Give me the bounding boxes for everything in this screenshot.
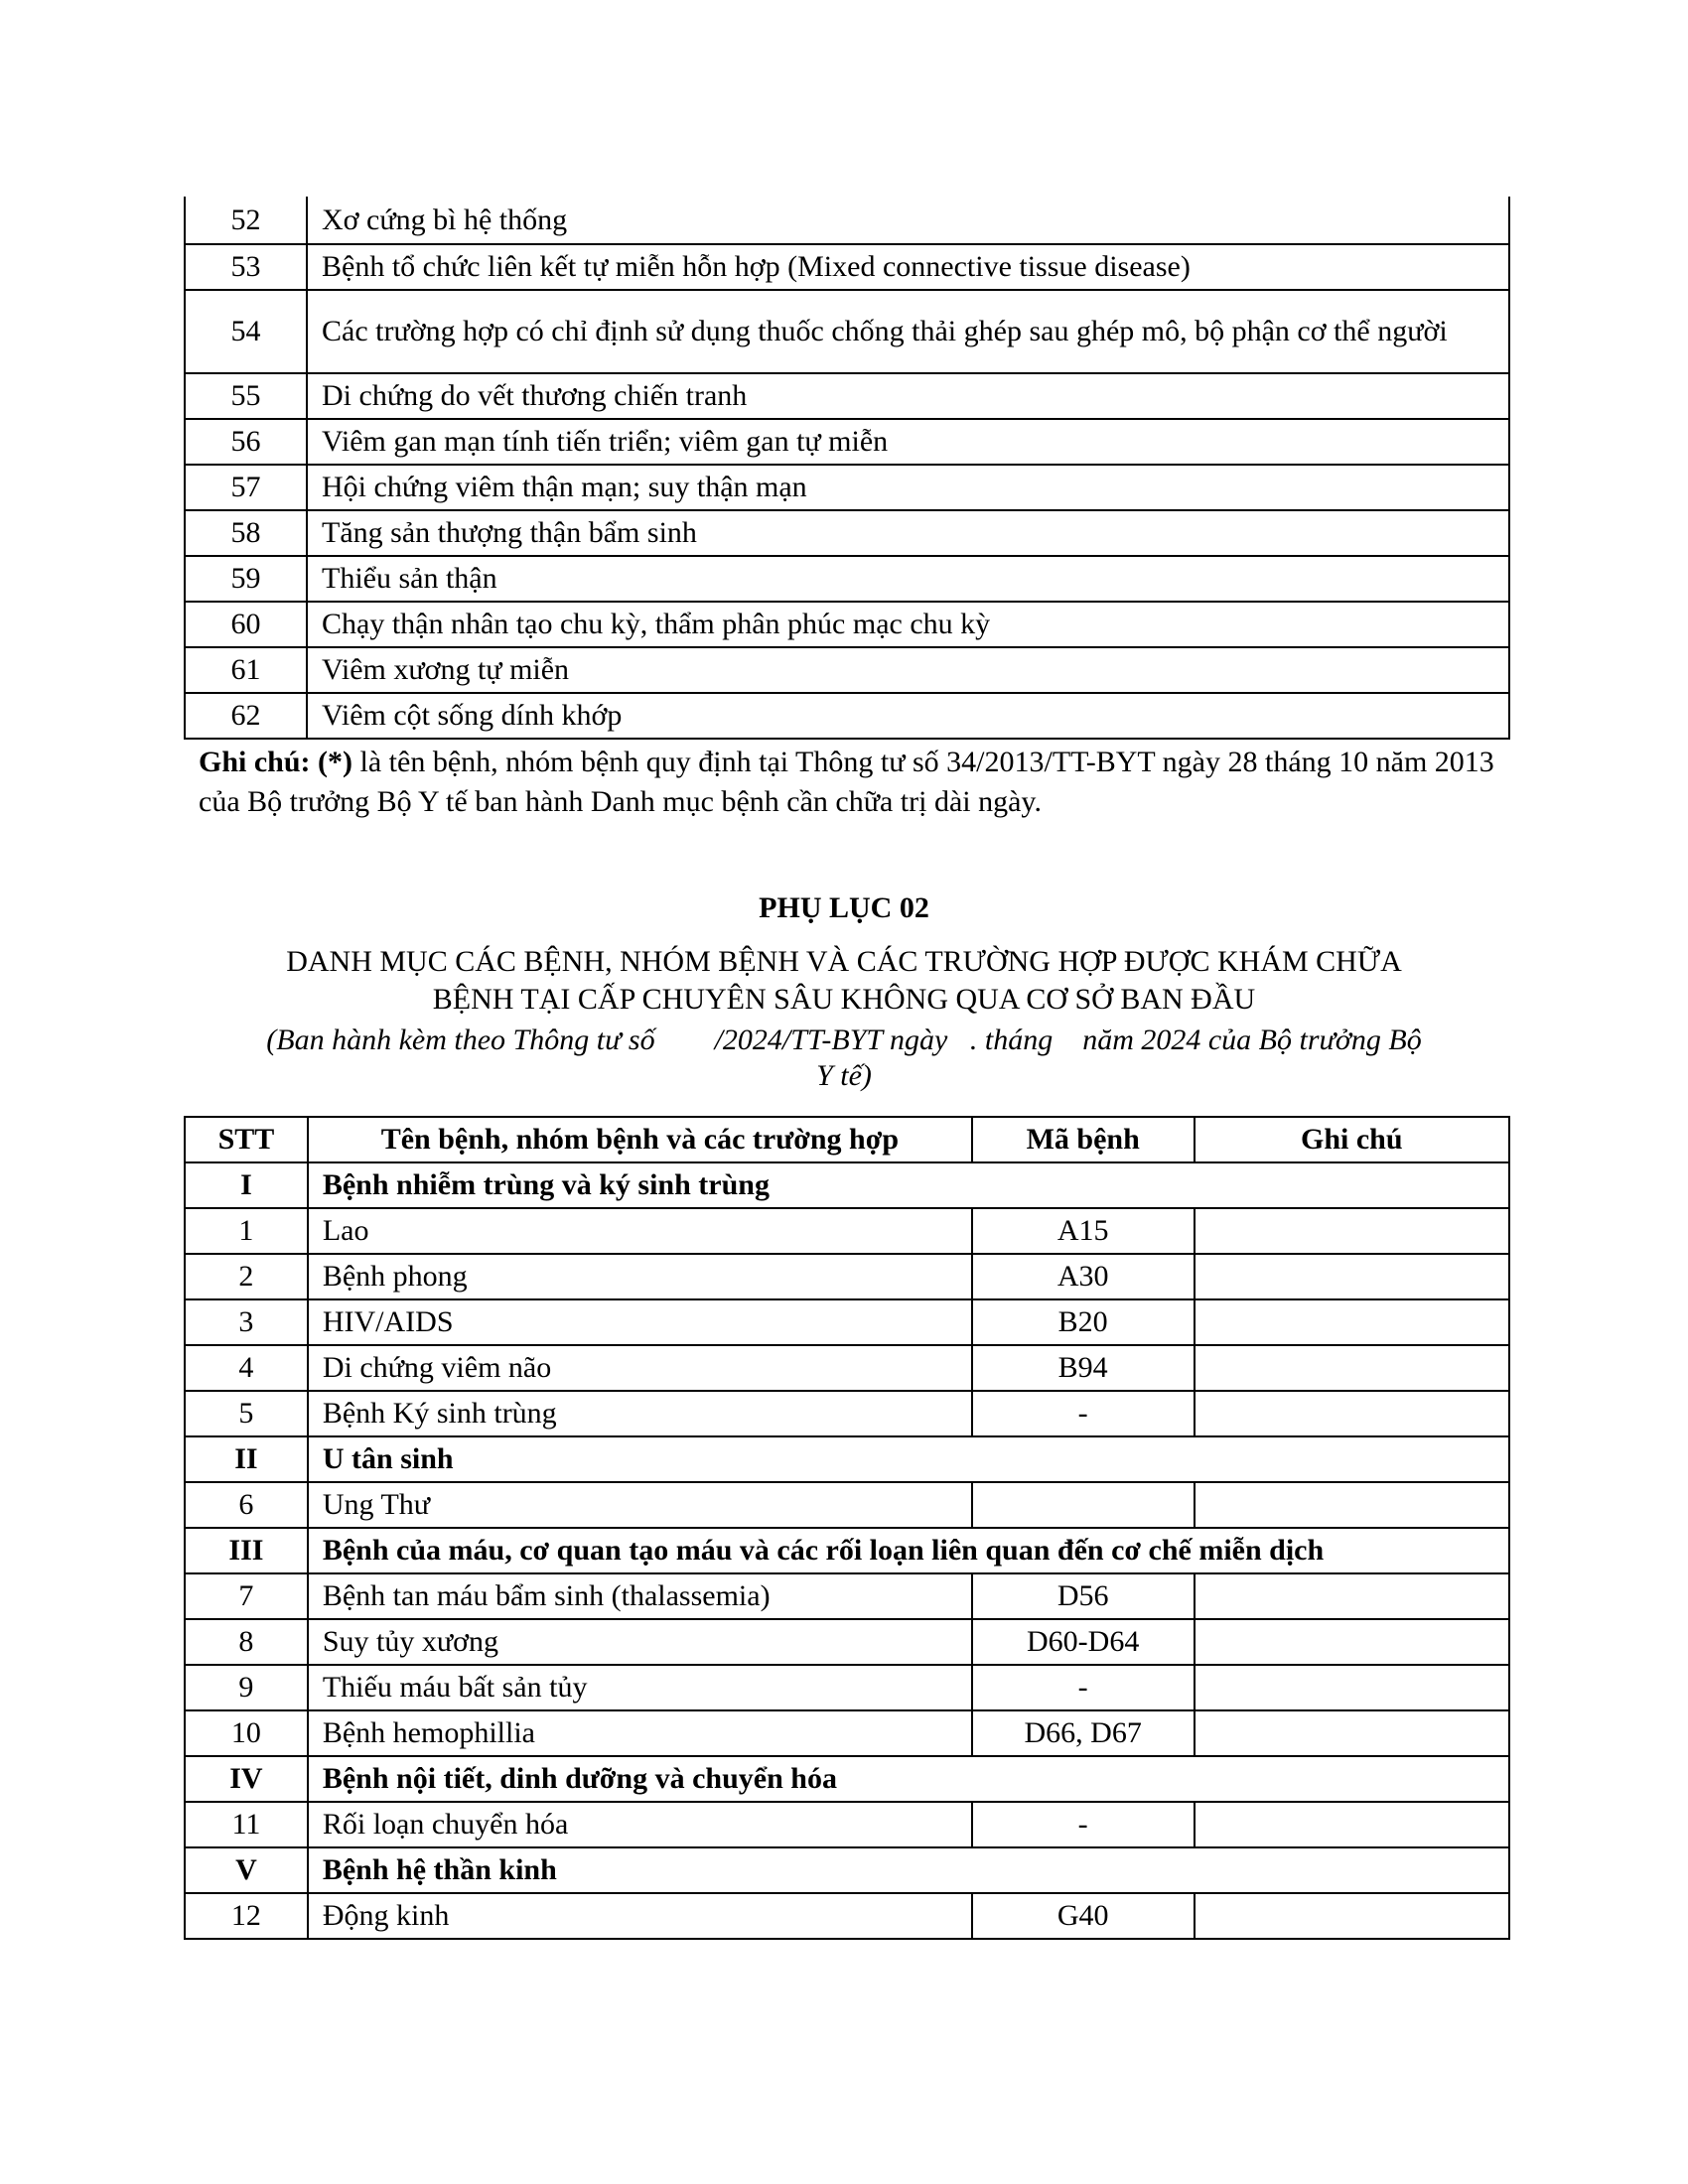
group-number: II: [185, 1436, 308, 1482]
disease-name: Thiểu sản thận: [307, 556, 1509, 602]
disease-code: G40: [972, 1893, 1195, 1939]
column-header-note: Ghi chú: [1195, 1117, 1509, 1162]
disease-note: [1195, 1893, 1509, 1939]
row-number: 61: [185, 647, 307, 693]
disease-name: Hội chứng viêm thận mạn; suy thận mạn: [307, 465, 1509, 510]
table-row: [185, 1893, 1509, 1939]
appendix-issued-line: Y tế): [816, 1059, 872, 1092]
group-number: III: [185, 1528, 308, 1573]
row-number: 58: [185, 510, 307, 556]
disease-code: D66, D67: [972, 1710, 1195, 1756]
disease-name: Thiếu máu bất sản tủy: [308, 1665, 972, 1710]
disease-name: Bệnh tổ chức liên kết tự miễn hỗn hợp (Mixed connective tissue disease): [307, 244, 1509, 290]
column-header-stt: STT: [185, 1117, 308, 1162]
table-row: [185, 1482, 1509, 1528]
disease-note: [1195, 1345, 1509, 1391]
table-row: [185, 1254, 1509, 1299]
group-row: [185, 1847, 1509, 1893]
disease-note: [1195, 1710, 1509, 1756]
table-row: [185, 1573, 1509, 1619]
disease-code: B20: [972, 1299, 1195, 1345]
row-number: 7: [185, 1573, 308, 1619]
disease-note: [1195, 1299, 1509, 1345]
table-row: [185, 1299, 1509, 1345]
table-row: [185, 602, 1509, 647]
table-row: [185, 1208, 1509, 1254]
appendix-subtitle: [0, 943, 1688, 1019]
row-number: 9: [185, 1665, 308, 1710]
table-row: [185, 197, 1509, 244]
disease-name: Viêm xương tự miễn: [307, 647, 1509, 693]
disease-name: Suy tủy xương: [308, 1619, 972, 1665]
row-number: 10: [185, 1710, 308, 1756]
disease-note: [1195, 1665, 1509, 1710]
row-number: 5: [185, 1391, 308, 1436]
row-number: 55: [185, 373, 307, 419]
disease-name: Di chứng do vết thương chiến tranh: [307, 373, 1509, 419]
disease-code: D56: [972, 1573, 1195, 1619]
row-number: 59: [185, 556, 307, 602]
group-row: [185, 1756, 1509, 1802]
row-number: 53: [185, 244, 307, 290]
disease-note: [1195, 1802, 1509, 1847]
row-number: 3: [185, 1299, 308, 1345]
footnote-label: Ghi chú:: [199, 746, 311, 778]
table-row: [185, 693, 1509, 739]
appendix-issued-by: [0, 1023, 1688, 1094]
disease-note: [1195, 1573, 1509, 1619]
footnote: [199, 743, 1509, 822]
row-number: 52: [185, 197, 307, 244]
table-row: [185, 419, 1509, 465]
row-number: 8: [185, 1619, 308, 1665]
disease-name: Bệnh Ký sinh trùng: [308, 1391, 972, 1436]
row-number: 6: [185, 1482, 308, 1528]
group-row: [185, 1162, 1509, 1208]
disease-note: [1195, 1482, 1509, 1528]
group-name: Bệnh nội tiết, dinh dưỡng và chuyển hóa: [308, 1756, 1509, 1802]
group-name: Bệnh hệ thần kinh: [308, 1847, 1509, 1893]
table-row: [185, 556, 1509, 602]
table-header-row: [185, 1117, 1509, 1162]
row-number: 60: [185, 602, 307, 647]
group-name: U tân sinh: [308, 1436, 1509, 1482]
group-name: Bệnh của máu, cơ quan tạo máu và các rối loạn liên quan đến cơ chế miễn dịch: [308, 1528, 1509, 1573]
disease-note: [1195, 1208, 1509, 1254]
disease-code: -: [972, 1802, 1195, 1847]
appendix-disease-table: [184, 1116, 1510, 1940]
disease-name: Viêm gan mạn tính tiến triển; viêm gan tự miễn: [307, 419, 1509, 465]
row-number: 12: [185, 1893, 308, 1939]
group-number: IV: [185, 1756, 308, 1802]
table-row: [185, 373, 1509, 419]
table-row: [185, 244, 1509, 290]
group-name: Bệnh nhiễm trùng và ký sinh trùng: [308, 1162, 1509, 1208]
footnote-marker: (*): [318, 746, 353, 778]
table-row: [185, 1665, 1509, 1710]
row-number: 54: [185, 290, 307, 373]
row-number: 4: [185, 1345, 308, 1391]
appendix-title: PHỤ LỤC 02: [759, 891, 929, 924]
appendix-subtitle-line: BỆNH TẠI CẤP CHUYÊN SÂU KHÔNG QUA CƠ SỞ BAN ĐẦU: [432, 983, 1256, 1016]
disease-code: D60-D64: [972, 1619, 1195, 1665]
disease-name: Tăng sản thượng thận bẩm sinh: [307, 510, 1509, 556]
group-number: I: [185, 1162, 308, 1208]
disease-code: -: [972, 1665, 1195, 1710]
disease-note: [1195, 1254, 1509, 1299]
table-row: [185, 647, 1509, 693]
group-number: V: [185, 1847, 308, 1893]
row-number: 62: [185, 693, 307, 739]
group-row: [185, 1436, 1509, 1482]
footnote-text: là tên bệnh, nhóm bệnh quy định tại Thông tư số 34/2013/TT-BYT ngày 28 tháng 10 năm 2013 của Bộ trưởng Bộ Y tế ban hành Danh mục bệnh cần chữa trị dài ngày.: [199, 746, 1494, 818]
disease-code: A30: [972, 1254, 1195, 1299]
disease-code: A15: [972, 1208, 1195, 1254]
table-row: [185, 465, 1509, 510]
disease-code: -: [972, 1391, 1195, 1436]
row-number: 57: [185, 465, 307, 510]
column-header-code: Mã bệnh: [972, 1117, 1195, 1162]
column-header-name: Tên bệnh, nhóm bệnh và các trường hợp: [308, 1117, 972, 1162]
disease-name: Xơ cứng bì hệ thống: [307, 197, 1509, 244]
disease-name: Bệnh tan máu bẩm sinh (thalassemia): [308, 1573, 972, 1619]
disease-name: Viêm cột sống dính khớp: [307, 693, 1509, 739]
table-row: [185, 1391, 1509, 1436]
disease-note: [1195, 1391, 1509, 1436]
disease-name: Chạy thận nhân tạo chu kỳ, thẩm phân phúc mạc chu kỳ: [307, 602, 1509, 647]
table-row: [185, 1710, 1509, 1756]
table-row: [185, 1619, 1509, 1665]
disease-name: Ung Thư: [308, 1482, 972, 1528]
disease-name: Lao: [308, 1208, 972, 1254]
disease-list-continuation-table: [184, 197, 1510, 740]
table-row: [185, 1345, 1509, 1391]
row-number: 56: [185, 419, 307, 465]
disease-note: [1195, 1619, 1509, 1665]
appendix-issued-line: (Ban hành kèm theo Thông tư số /2024/TT-BYT ngày . tháng năm 2024 của Bộ trưởng Bộ: [266, 1024, 1422, 1056]
disease-code: [972, 1482, 1195, 1528]
table-row: [185, 1802, 1509, 1847]
disease-name: Các trường hợp có chỉ định sử dụng thuốc chống thải ghép sau ghép mô, bộ phận cơ thể người: [307, 290, 1509, 373]
disease-code: B94: [972, 1345, 1195, 1391]
appendix-subtitle-line: DANH MỤC CÁC BỆNH, NHÓM BỆNH VÀ CÁC TRƯỜNG HỢP ĐƯỢC KHÁM CHỮA: [286, 945, 1402, 978]
row-number: 11: [185, 1802, 308, 1847]
disease-name: Bệnh phong: [308, 1254, 972, 1299]
group-row: [185, 1528, 1509, 1573]
disease-name: Di chứng viêm não: [308, 1345, 972, 1391]
disease-name: Động kinh: [308, 1893, 972, 1939]
disease-name: Bệnh hemophillia: [308, 1710, 972, 1756]
disease-name: Rối loạn chuyển hóa: [308, 1802, 972, 1847]
row-number: 2: [185, 1254, 308, 1299]
disease-name: HIV/AIDS: [308, 1299, 972, 1345]
table-row: [185, 290, 1509, 373]
row-number: 1: [185, 1208, 308, 1254]
table-row: [185, 510, 1509, 556]
